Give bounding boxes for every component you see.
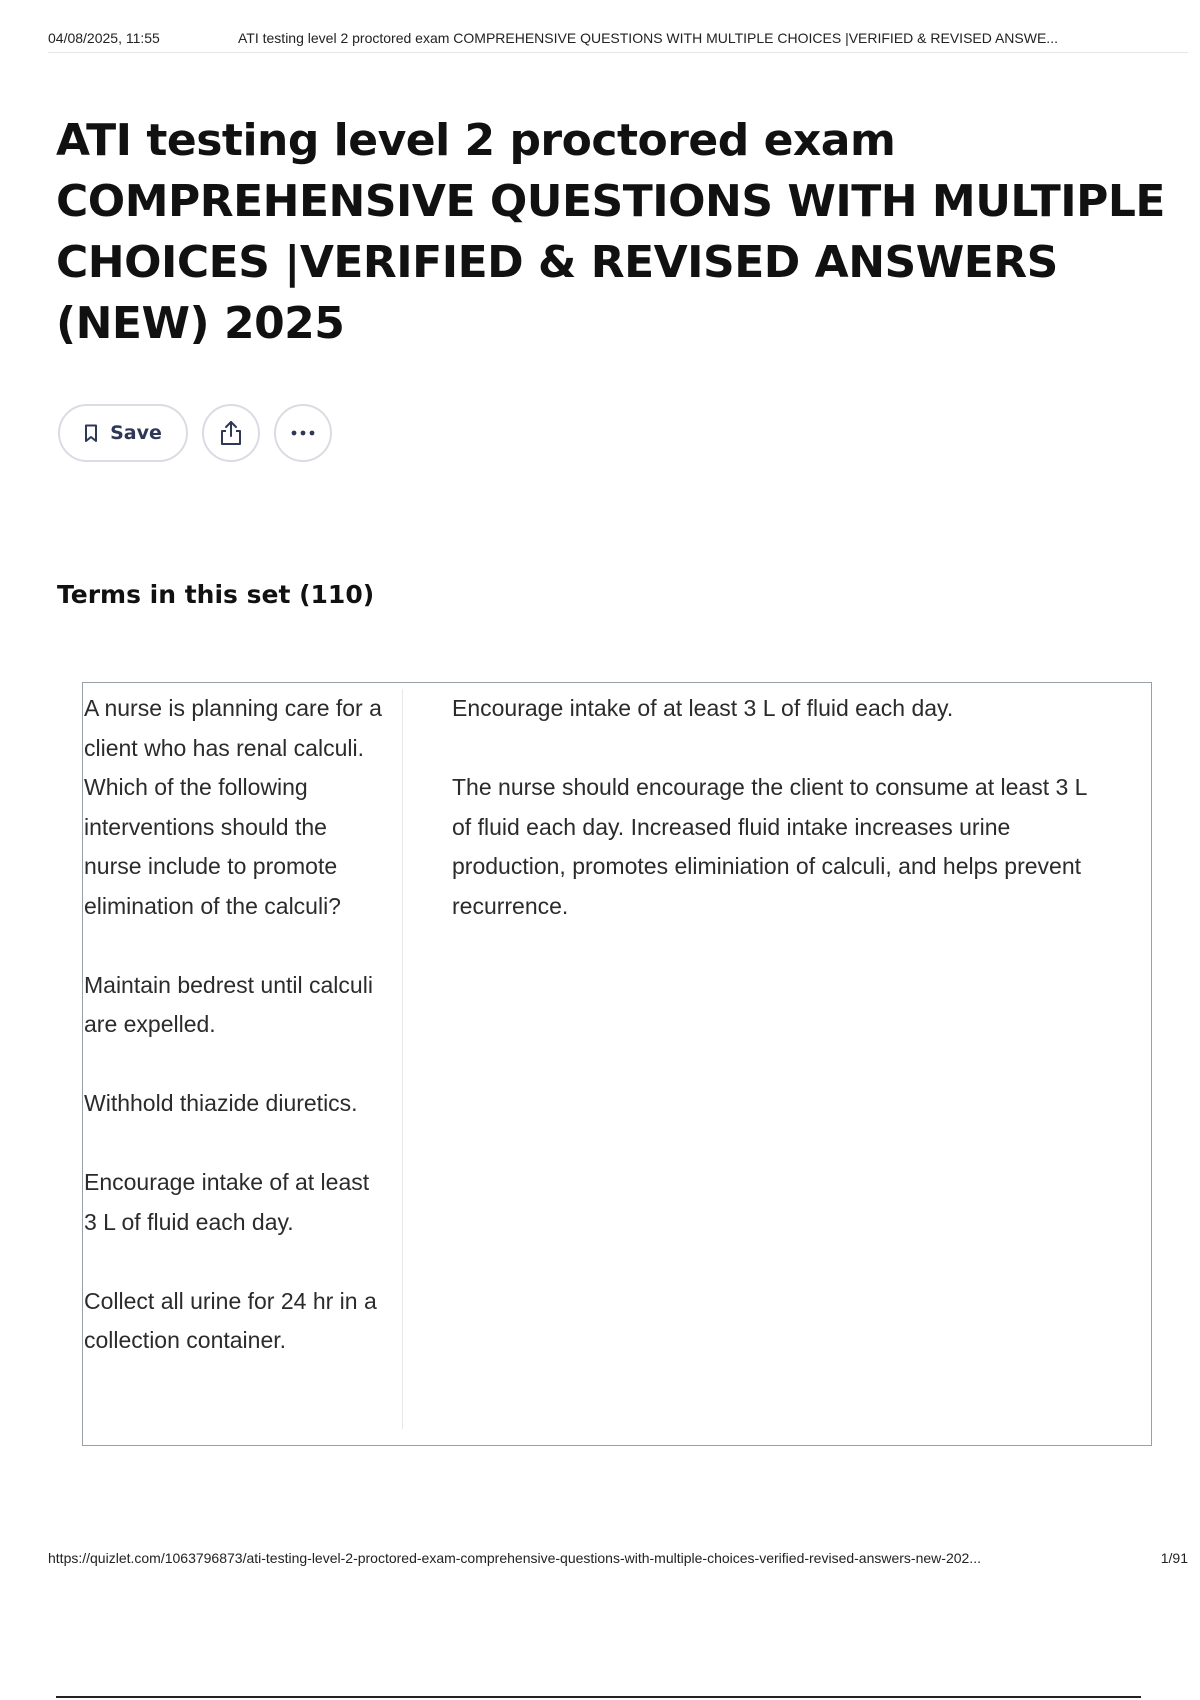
print-footer [48,1550,1188,1572]
bookmark-icon [84,424,98,443]
definition-side [452,689,1092,926]
save-button-label: Save [110,422,162,444]
more-options-button[interactable] [274,404,332,462]
definition-answer: Encourage intake of at least 3 L of fluid each day. [452,695,954,721]
print-doc-title: ATI testing level 2 proctored exam COMPREHENSIVE QUESTIONS WITH MULTIPLE CHOICES |VERIFIED & REVISED ANSWE... [238,30,1058,46]
term-option: Encourage intake of at least 3 L of fluid each day. [84,1169,370,1235]
action-bar [58,404,332,462]
term-question: A nurse is planning care for a client who has renal calculi. Which of the following interventions should the nurse include to promote elimination of the calculi? [84,695,382,919]
term-option: Collect all urine for 24 hr in a collection container. [84,1287,377,1353]
share-button[interactable] [202,404,260,462]
term-side [84,689,384,1361]
page-title: ATI testing level 2 proctored exam COMPREHENSIVE QUESTIONS WITH MULTIPLE CHOICES |VERIFIED & REVISED ANSWERS (NEW) 2025 [56,115,1165,349]
print-page-number: 1/91 [1160,1550,1188,1566]
term-option: Maintain bedrest until calculi are expelled. [84,971,373,1037]
print-url: https://quizlet.com/1063796873/ati-testing-level-2-proctored-exam-comprehensive-questions-with-multiple-choices-verified-revised-answers-new-202... [48,1550,981,1566]
page-bottom-rule [56,1696,1141,1698]
share-icon [218,419,244,447]
flashcard-term-row [82,682,1152,1446]
print-header [48,30,1188,53]
terms-count-heading: Terms in this set (110) [57,580,375,609]
more-icon [290,430,316,436]
print-datetime: 04/08/2025, 11:55 [48,30,160,46]
term-option: Withhold thiazide diuretics. [84,1090,358,1116]
definition-rationale: The nurse should encourage the client to consume at least 3 L of fluid each day. Increased fluid intake increases urine production, promotes eliminiation of calculi, and helps prevent recurrence. [452,774,1087,919]
save-button[interactable] [58,404,188,462]
card-divider [402,689,403,1429]
